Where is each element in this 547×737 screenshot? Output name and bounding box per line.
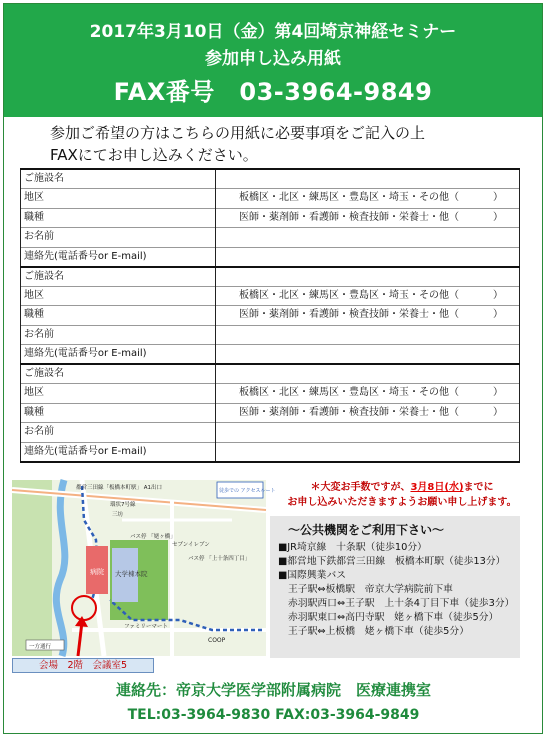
map-label-kannana: 環状7号線 bbox=[110, 502, 136, 508]
occupation-field-2[interactable] bbox=[216, 306, 520, 326]
label-contact: 連絡先(電話番号or E-mail) bbox=[21, 345, 216, 365]
map-label-hospital: 病院 bbox=[90, 568, 104, 576]
intro-line-1: 参加ご希望の方はこちらの用紙に必要事項をご記入の上 bbox=[50, 124, 426, 142]
transit-line-bus-1: 王子駅⇔板橋駅 帝京大学病院前下車 bbox=[288, 584, 453, 595]
notice-suffix: までに bbox=[463, 482, 494, 493]
notice-line-1 bbox=[270, 480, 534, 495]
label-name: お名前 bbox=[21, 325, 216, 345]
map-label-ippoutsu: 一方通行 bbox=[29, 644, 52, 650]
label-contact: 連絡先(電話番号or E-mail) bbox=[21, 442, 216, 462]
label-name: お名前 bbox=[21, 228, 216, 248]
area-field-2[interactable] bbox=[216, 286, 520, 306]
label-facility: ご施設名 bbox=[21, 169, 216, 189]
header-banner bbox=[4, 4, 542, 117]
occupation-field-3[interactable] bbox=[216, 403, 520, 423]
label-name: お名前 bbox=[21, 423, 216, 443]
close-paren: ） bbox=[493, 289, 503, 301]
form-row-occupation-2 bbox=[21, 306, 520, 326]
label-area: 地区 bbox=[21, 286, 216, 306]
form-row-contact-1 bbox=[21, 247, 520, 267]
intro-line-2: FAXにてお申し込みください。 bbox=[50, 146, 258, 164]
transit-line-bus-4: 王子駅⇔上板橋 姥ヶ橋下車（徒歩5分） bbox=[288, 626, 469, 637]
form-row-occupation-3 bbox=[21, 403, 520, 423]
facility-field-2[interactable] bbox=[216, 267, 520, 287]
label-occupation: 職種 bbox=[21, 403, 216, 423]
greenbelt-area bbox=[12, 480, 52, 656]
occupation-options: 医師・薬剤師・看護師・検査技師・栄養士・他（ bbox=[239, 211, 459, 223]
venue-badge: 会場 2階 会議室5 bbox=[12, 658, 154, 673]
contact-department: 連絡先：帝京大学医学部附属病院 医療連携室 bbox=[115, 681, 431, 699]
facility-field-1[interactable] bbox=[216, 169, 520, 189]
form-title: 参加申し込み用紙 bbox=[205, 49, 341, 69]
access-map-svg bbox=[12, 480, 276, 656]
notice-day: (水) bbox=[444, 482, 464, 493]
close-paren: ） bbox=[493, 192, 503, 204]
venue-circle bbox=[72, 596, 96, 620]
fax-number: FAX番号 03-3964-9849 bbox=[113, 78, 433, 106]
access-map bbox=[12, 480, 276, 656]
label-facility: ご施設名 bbox=[21, 267, 216, 287]
label-occupation: 職種 bbox=[21, 306, 216, 326]
form-row-area-3 bbox=[21, 384, 520, 404]
venue-arrow bbox=[78, 622, 82, 656]
intro-text bbox=[50, 122, 530, 166]
notice-prefix: ＊大変お手数ですが、 bbox=[310, 482, 411, 493]
label-area: 地区 bbox=[21, 189, 216, 209]
transit-line-bus: ■国際興業バス bbox=[278, 570, 347, 581]
contact-field-1[interactable] bbox=[216, 247, 520, 267]
close-paren: ） bbox=[493, 309, 503, 321]
area-options: 板橋区・北区・練馬区・豊島区・埼玉・その他（ bbox=[239, 387, 459, 399]
form-row-contact-3 bbox=[21, 442, 520, 462]
map-label-seven: セブンイレブン bbox=[172, 542, 210, 548]
notice-date: 3月8日 bbox=[410, 482, 445, 493]
form-row-facility-2 bbox=[21, 267, 520, 287]
map-label-univ: 大学棟本院 bbox=[115, 570, 148, 578]
transit-line-bus-3: 赤羽駅東口⇔高円寺駅 姥ヶ橋下車（徒歩5分） bbox=[288, 612, 499, 623]
name-field-1[interactable] bbox=[216, 228, 520, 248]
form-row-name-1 bbox=[21, 228, 520, 248]
area-options: 板橋区・北区・練馬区・豊島区・埼玉・その他（ bbox=[239, 192, 459, 204]
seminar-title: 2017年3月10日（金）第4回埼京神経セミナー bbox=[89, 22, 457, 42]
map-label-tobu: 都営三田線「板橋本町駅」 A1出口 bbox=[76, 485, 163, 491]
river bbox=[56, 480, 65, 656]
map-label-sanpo: 三坊 bbox=[112, 512, 124, 518]
close-paren: ） bbox=[493, 406, 503, 418]
transit-info-box bbox=[270, 516, 520, 658]
name-field-3[interactable] bbox=[216, 423, 520, 443]
form-row-facility-3 bbox=[21, 364, 520, 384]
application-form-table bbox=[20, 168, 520, 463]
transit-line-subway: ■都営地下鉄都営三田線 板橋本町駅（徒歩13分） bbox=[278, 556, 506, 567]
form-row-contact-2 bbox=[21, 345, 520, 365]
map-label-kamijuku: バス停 「上十条四丁目」 bbox=[188, 556, 251, 562]
form-row-name-2 bbox=[21, 325, 520, 345]
transit-line-jr: ■JR埼京線 十条駅（徒歩10分） bbox=[278, 542, 427, 553]
area-field-1[interactable] bbox=[216, 189, 520, 209]
notice-line-2: お申し込みいただきますようお願い申し上げます。 bbox=[287, 497, 517, 508]
contact-phone-fax: TEL:03-3964-9830 FAX:03-3964-9849 bbox=[127, 707, 420, 723]
facility-field-3[interactable] bbox=[216, 364, 520, 384]
area-options: 板橋区・北区・練馬区・豊島区・埼玉・その他（ bbox=[239, 289, 459, 301]
occupation-field-1[interactable] bbox=[216, 208, 520, 228]
contact-field-3[interactable] bbox=[216, 442, 520, 462]
form-row-name-3 bbox=[21, 423, 520, 443]
form-row-area-2 bbox=[21, 286, 520, 306]
occupation-options: 医師・薬剤師・看護師・検査技師・栄養士・他（ bbox=[239, 406, 459, 418]
label-occupation: 職種 bbox=[21, 208, 216, 228]
close-paren: ） bbox=[493, 387, 503, 399]
transit-line-bus-2: 赤羽駅西口⇔王子駅 上十条4丁目下車（徒歩3分） bbox=[288, 598, 515, 609]
name-field-2[interactable] bbox=[216, 325, 520, 345]
map-label-walk: 徒歩での アクセスルート bbox=[219, 488, 276, 494]
label-area: 地区 bbox=[21, 384, 216, 404]
occupation-options: 医師・薬剤師・看護師・検査技師・栄養士・他（ bbox=[239, 309, 459, 321]
label-facility: ご施設名 bbox=[21, 364, 216, 384]
map-label-coop: COOP bbox=[208, 637, 226, 644]
form-row-occupation-1 bbox=[21, 208, 520, 228]
map-label-bus: バス停 「姥ヶ橋」 bbox=[130, 534, 176, 540]
label-contact: 連絡先(電話番号or E-mail) bbox=[21, 247, 216, 267]
transit-title: ～公共機関をご利用下さい～ bbox=[288, 523, 445, 537]
form-row-facility-1 bbox=[21, 169, 520, 189]
close-paren: ） bbox=[493, 211, 503, 223]
deadline-notice bbox=[270, 480, 534, 510]
map-label-family: ファミリーマート bbox=[124, 624, 168, 630]
contact-field-2[interactable] bbox=[216, 345, 520, 365]
form-row-area-1 bbox=[21, 189, 520, 209]
area-field-3[interactable] bbox=[216, 384, 520, 404]
